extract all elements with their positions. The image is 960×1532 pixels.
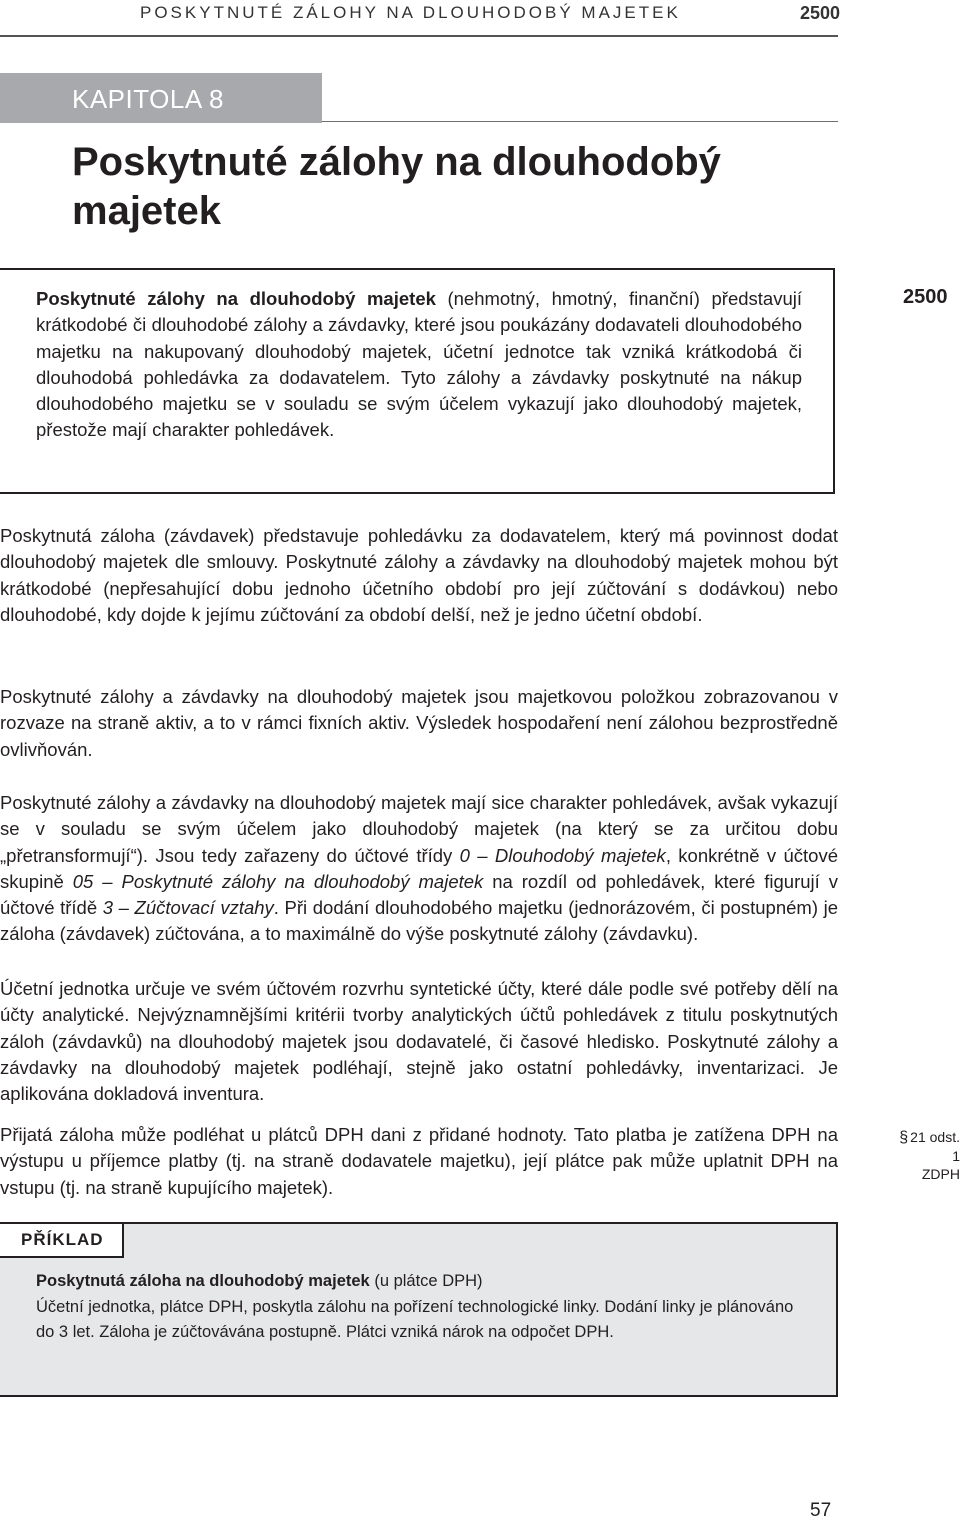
definition-term: Poskytnuté zálohy na dlouhodobý majetek — [36, 288, 436, 309]
example-body: Účetní jednotka, plátce DPH, poskytla zálohu na pořízení technologické linky. Dodání linky je plánováno do 3 let. Záloha je zúčtovávána postupně. Plátci vzniká nárok na odpočet DPH. — [36, 1297, 794, 1341]
example-text — [36, 1269, 806, 1346]
paragraph-2: Poskytnuté zálohy a závdavky na dlouhodobý majetek jsou majetkovou položkou zobrazovanou v rozvaze na straně aktiv, a to v rámci fixních aktiv. Výsledek hospodaření není zálohou bezprostředně ovlivňován. — [0, 686, 838, 760]
paragraph-1: Poskytnutá záloha (závdavek) představuje pohledávku za dodavatelem, který má povinnost dodat dlouhodobý majetek dle smlouvy. Poskytnuté zálohy a závdavky na dlouhodobý majetek mohou být krátkodobé (nepřesahující dobu jednoho účetního období pro její zúčtování s dodávkou) nebo dlouhodobé, kdy dojde k jejímu zúčtování za období delší, než je jedno účetní období. — [0, 525, 838, 625]
chapter-label: KAPITOLA 8 — [72, 84, 224, 114]
margin-number: 2500 — [903, 286, 948, 308]
definition-text — [36, 286, 802, 444]
account-class-3: 3 – Zúčtovací vztahy — [102, 897, 274, 919]
running-header-number: 2500 — [799, 3, 840, 23]
section-sign-icon: § — [899, 1129, 909, 1146]
paragraph-3 — [0, 790, 838, 948]
p3-text-a: Poskytnuté zálohy a závdavky na dlouhodobý majetek mají sice charakter pohledávek, avšak vykazují se v souladu se svým účelem jako dlouhodobý majetek (na který se za určitou dobu „přetransformují“). Jsou tedy zařazeny do účtové třídy — [0, 792, 838, 866]
account-group-05: 05 – Poskytnuté zálohy na dlouhodobý majetek — [72, 870, 484, 892]
legal-reference: 21 odst. 1 — [910, 1129, 960, 1164]
example-label: PŘÍKLAD — [21, 1230, 104, 1249]
p3-text-b: , konkrétně v účtové skupině — [0, 844, 839, 892]
paragraph-4: Účetní jednotka určuje ve svém účtovém rozvrhu syntetické účty, které dále podle své potřeby dělí na účty analytické. Nejvýznamnějšími kritérii tvorby analytických účtů pohledávek z titulu poskytnutých záloh (závdavků) na dlouhodobý majetek jsou dodavatelé, či časové hledisko. Poskytnuté zálohy a závdavky na dlouhodobý majetek podléhají, stejně jako ostatní pohledávky, inventarizaci. Je aplikována dokladová inventura. — [0, 978, 838, 1105]
chapter-divider — [322, 121, 838, 122]
paragraph-5: Přijatá záloha může podléhat u plátců DPH dani z přidané hodnoty. Tato platba je zatížena DPH na výstupu u příjemce platby (tj. na straně dodavatele majetku), její plátce pak může uplatnit DPH na vstupu (tj. na straně kupujícího majetek). — [0, 1124, 838, 1198]
example-heading: Poskytnutá záloha na dlouhodobý majetek — [36, 1272, 370, 1290]
chapter-title: Poskytnuté zálohy na dlouhodobý majetek — [72, 140, 721, 233]
page-number: 57 — [810, 1500, 832, 1521]
definition-body: (nehmotný, hmotný, finanční) představují krátkodobé či dlouhodobé zálohy a závdavky, které jsou poukázány dodavateli dlouhodobého majetku na nakupovaný dlouhodobý majetek, účetní jednotce tak vzniká krátkodobá či dlouhodobá pohledávka za dodavatelem. Tyto zálohy a závdavky poskytnuté na nákup dlouhodobého majetku se v souladu se svým účelem vykazují jako dlouhodobý majetek, přestože mají charakter pohledávek. — [36, 288, 802, 441]
p3-text-c: na rozdíl od pohledávek, které figurují v účtové třídě — [0, 870, 838, 919]
running-header-title: POSKYTNUTÉ ZÁLOHY NA DLOUHODOBÝ MAJETEK — [140, 3, 681, 22]
legal-reference-note — [888, 1128, 960, 1183]
p3-text-d: . Při dodání dlouhodobého majetku (jednorázovém, či postupném) je záloha (závdavek) zúčtována, a to maximálně do výše poskytnuté zálohy (závdavku). — [0, 897, 838, 945]
account-class-0: 0 – Dlouhodobý majetek — [459, 844, 666, 866]
example-heading-suffix: (u plátce DPH) — [369, 1272, 483, 1290]
header-divider — [0, 35, 838, 37]
legal-act: ZDPH — [921, 1166, 960, 1182]
